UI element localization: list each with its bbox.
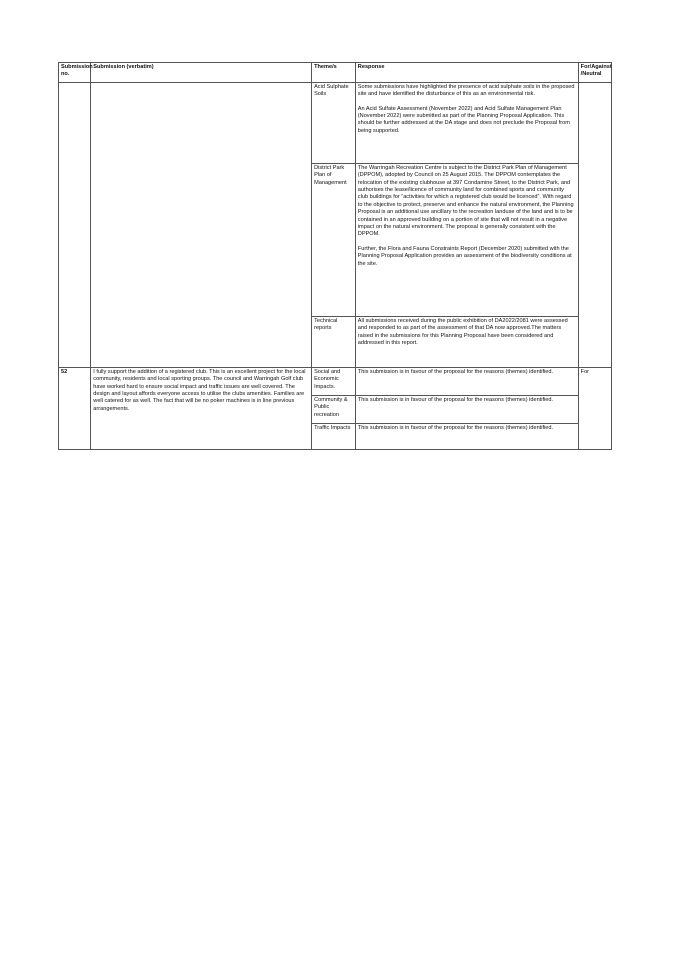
response-cell: This submission is in favour of the proposal for the reasons (themes) identified. xyxy=(355,423,578,449)
header-submission-text: Submission (verbatim) xyxy=(91,63,312,83)
theme-cell: Community & Public recreation xyxy=(312,395,356,423)
table-row xyxy=(59,82,612,163)
stance-cell: For xyxy=(578,367,611,449)
header-response: Response xyxy=(355,63,578,83)
response-paragraph: Further, the Flora and Fauna Constraints Report (December 2020) submitted with the Planning Proposal Application provides an assessment of the biodiversity conditions at the site. xyxy=(357,245,572,267)
submission-no-cell: 52 xyxy=(59,367,91,449)
response-cell: This submission is in favour of the proposal for the reasons (themes) identified. xyxy=(355,395,578,423)
theme-cell: District Park Plan of Management xyxy=(312,163,356,316)
header-stance: For/Against /Neutral xyxy=(578,63,611,83)
response-paragraph: All submissions received during the public exhibition of DA2022/2081 were assessed and responded to as part of the assessment of that DA now approved.The matters raised in the submissions for this Planning Proposal have been considered and addressed in this report. xyxy=(357,317,568,347)
table-row xyxy=(59,367,612,395)
response-paragraph: The Warringah Recreation Centre is subject to the District Park Plan of Management (DPPOM), adopted by Council on 25 August 2015. The DPPOM contemplates the relocation of the existing clubhouse at 397 Condamine Street, to the District Park, and authorises the lease/licence of community land for combined sports and community club buildings for “activities for which a registered club would be licenced”. With regard to the objective to protect, preserve and enhance the natural environment, the Planning Proposal is an additional use ancillary to the recreation landuse of the land and is to be contained in an approved building on a portion of site that will not result in a negative impact on the natural environment. The proposal is generally consistent with the DPPOM. xyxy=(357,164,574,238)
theme-cell: Acid Sulphate Soils xyxy=(312,82,356,163)
submissions-table xyxy=(58,62,612,450)
submission-no-cell xyxy=(59,82,91,367)
stance-cell xyxy=(578,82,611,367)
response-paragraph: An Acid Sulfate Assessment (November 2022) and Acid Sulfate Management Plan (November 2022) were submitted as part of the Planning Proposal Application. This should be further addressed at the DA stage and does not preclude the Proposal from being supported. xyxy=(357,105,570,134)
theme-cell: Technical reports xyxy=(312,316,356,367)
submission-text-cell xyxy=(91,82,312,367)
theme-cell: Social and Economic Impacts. xyxy=(312,367,356,395)
submission-text-cell: I fully support the addition of a registered club. This is an excellent project for the local community, residents and local sporting groups. The council and Warringah Golf club have worked hard to ensure social impact and traffic issues are well covered. The design and layout affords everyone access to utilise the clubs amenities. Families are well catered for as well. The fact that will be no poker machines is in line previous arrangements. xyxy=(91,367,312,449)
header-themes: Theme/s xyxy=(312,63,356,83)
theme-cell: Traffic Impacts xyxy=(312,423,356,449)
header-submission-no: Submission no. xyxy=(59,63,91,83)
response-cell xyxy=(355,82,578,163)
response-cell xyxy=(355,316,578,367)
response-cell xyxy=(355,163,578,316)
response-cell: This submission is in favour of the proposal for the reasons (themes) identified. xyxy=(355,367,578,395)
header-row xyxy=(59,63,612,83)
response-paragraph: Some submissions have highlighted the presence of acid sulphate soils in the proposed site and have identified the disturbance of this as an environmental risk. xyxy=(357,83,575,98)
